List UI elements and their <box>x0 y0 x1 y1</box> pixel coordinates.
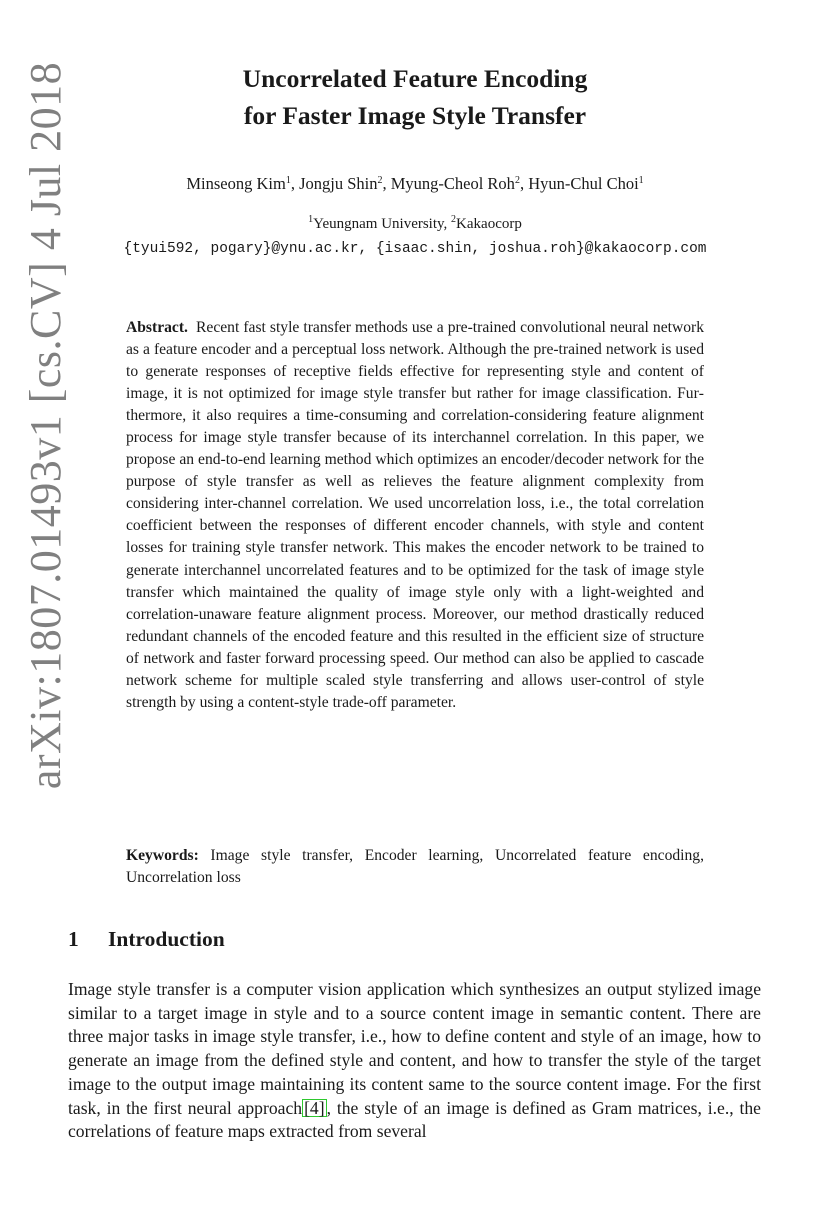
author-affiliation-mark: 1 <box>638 175 644 186</box>
keywords-label: Keywords: <box>126 847 199 864</box>
title-line-1: Uncorrelated Feature Encoding <box>242 64 588 93</box>
citation-link[interactable]: [4] <box>304 1097 325 1118</box>
author-separator: , <box>382 174 391 193</box>
affiliations <box>60 216 770 233</box>
author-separator: , <box>290 174 300 193</box>
abstract <box>126 317 704 714</box>
author-separator: , <box>519 174 529 193</box>
affiliation-1: Yeungnam University, <box>313 216 452 232</box>
section-number: 1 <box>68 927 79 951</box>
intro-text: Image style transfer is a computer vision application which synthesizes an output stylized image similar to a target image in style and to a source content image in semantic content. There are three major tasks in image style transfer, i.e., how to define content and style of an image, how to generate an image from the defined style and content, and how to transfer the style of the target image to the output image maintaining its content same to the source content image. For the first task, in the first neural approach <box>68 979 761 1118</box>
author-list <box>60 174 770 194</box>
intro-paragraph <box>68 978 761 1144</box>
keywords-text: Image style transfer, Encoder learning, Uncorrelated feature encoding, Uncorrelation loss <box>126 847 704 886</box>
section-heading <box>68 927 225 952</box>
author-affiliation-mark: 2 <box>377 175 383 186</box>
paper-title <box>100 60 730 134</box>
intro-text-continued: , the style of an image is defined as Gram matrices, i.e., the correlations of feature maps extracted from several <box>68 1097 761 1142</box>
title-line-2: for Faster Image Style Transfer <box>243 101 587 130</box>
keywords <box>126 845 704 889</box>
author-name: Hyun-Chul Choi <box>528 174 639 193</box>
author-name: Jongju Shin <box>299 174 378 193</box>
affiliation-2: Kakaocorp <box>456 216 522 232</box>
author-name: Myung-Cheol Roh <box>390 174 515 193</box>
abstract-text: Recent fast style transfer methods use a pre-trained convolutional neural network as a feature encoder and a perceptual loss network. Although the pre-trained network is used to generate responses of receptive fields effective for representing style and content of image, it is not optimized for image style transfer but rather for image classification. Furthermore, it also requires a time-consuming and correlation-considering feature alignment process for image style transfer because of its interchannel correlation. In this paper, we propose an end-to-end learning method which optimizes an encoder/decoder network for the purpose of style transfer as well as relieves the feature alignment complexity from considering inter-channel correlation. We used uncorrelation loss, i.e., the total correlation coefficient between the responses of different encoder channels, with style and content losses for training style transfer network. This makes the encoder network to be trained to generate interchannel uncorrelated features and to be optimized for the task of image style transfer which maintained the quality of image style only with a light-weighted and correlation-unaware feature alignment process. Moreover, our method drastically reduced redundant channels of the encoded feature and this resulted in the efficient size of structure of network and faster forward processing speed. Our method can also be applied to cascade network scheme for multiple scaled style transferring and allows user-control of style strength by using a content-style trade-off parameter. <box>126 319 705 711</box>
author-emails: {tyui592, pogary}@ynu.ac.kr, {isaac.shin, joshua.roh}@kakaocorp.com <box>123 241 707 257</box>
author-affiliation-mark: 2 <box>514 175 520 186</box>
author-name: Minseong Kim <box>186 174 286 193</box>
affiliation-mark: 1 <box>308 214 314 225</box>
abstract-label: Abstract. <box>126 319 188 336</box>
author-affiliation-mark: 1 <box>285 175 291 186</box>
affiliation-mark: 2 <box>451 214 457 225</box>
section-title: Introduction <box>108 927 225 951</box>
arxiv-identifier-text: arXiv:1807.01493v1 [cs.CV] 4 Jul 2018 <box>21 61 71 789</box>
